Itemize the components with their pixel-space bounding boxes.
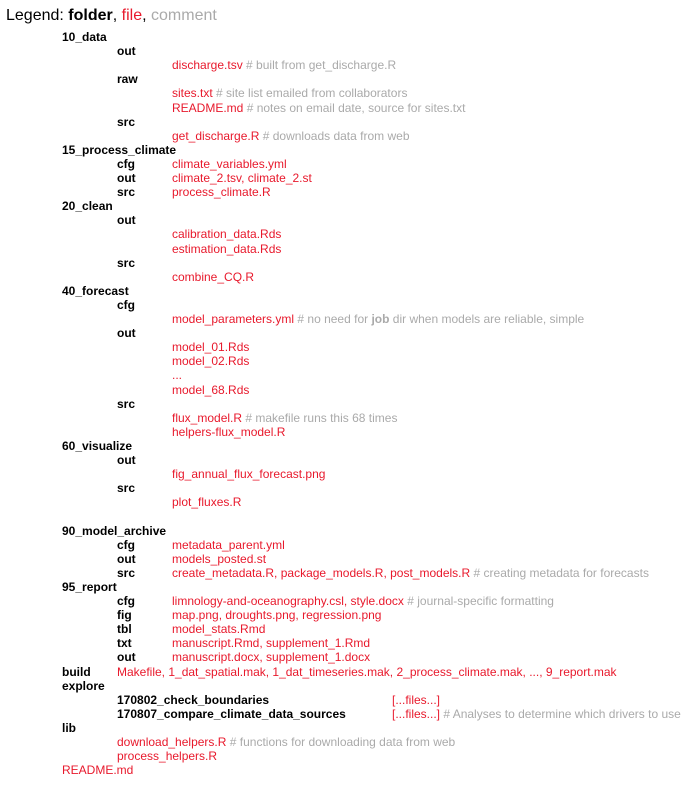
file-name: [...files...] (392, 707, 441, 721)
folder-row (117, 481, 135, 495)
file-name: [...files...] (392, 693, 441, 707)
file-name: plot_fluxes.R (172, 495, 242, 509)
file-row (172, 383, 249, 397)
folder-name: out (117, 44, 136, 58)
file-name: limnology-and-oceanography.csl, style.docx (172, 594, 404, 608)
file-name: discharge.tsv (172, 58, 243, 72)
folder-row (62, 284, 129, 298)
folder-name: src (117, 185, 136, 199)
folder-row (117, 157, 135, 171)
file-row (172, 227, 281, 241)
folder-name: tbl (117, 622, 132, 636)
folder-row (117, 693, 269, 707)
folder-row (117, 622, 132, 636)
folder-row (117, 185, 135, 199)
file-row (172, 354, 249, 368)
file-row (172, 312, 584, 326)
file-row (62, 763, 133, 777)
file-row (172, 157, 287, 171)
file-row (172, 340, 249, 354)
file-row (172, 86, 407, 100)
comment-text: # downloads data from web (262, 129, 410, 143)
file-name: README.md (172, 101, 244, 115)
folder-name: out (117, 326, 136, 340)
file-name: ... (172, 368, 183, 382)
comment-text: # makefile runs this 68 times (245, 411, 398, 425)
comment-text: # creating metadata for forecasts (473, 566, 649, 580)
file-name: helpers-flux_model.R (172, 425, 286, 439)
file-row (172, 552, 266, 566)
file-name: download_helpers.R (117, 735, 227, 749)
folder-row (117, 538, 135, 552)
file-name: calibration_data.Rds (172, 227, 282, 241)
folder-row (62, 580, 117, 594)
file-name: model_stats.Rmd (172, 622, 266, 636)
file-row (172, 185, 271, 199)
folder-name: src (117, 397, 136, 411)
file-row (172, 368, 182, 382)
folder-name: src (117, 566, 136, 580)
folder-row (117, 453, 136, 467)
folder-row (117, 397, 135, 411)
folder-row (117, 608, 132, 622)
folder-name: out (117, 453, 136, 467)
legend-label: Legend: (6, 7, 64, 24)
folder-name: out (117, 171, 136, 185)
folder-name: build (62, 665, 91, 679)
file-name: flux_model.R (172, 411, 243, 425)
file-row (172, 650, 370, 664)
comment-text: # built from get_discharge.R (246, 58, 397, 72)
legend (6, 6, 217, 26)
file-row (172, 608, 381, 622)
folder-name: src (117, 256, 136, 270)
file-name: combine_CQ.R (172, 270, 255, 284)
comment-part: # no need for (297, 312, 372, 326)
folder-name: txt (117, 636, 132, 650)
folder-name: explore (62, 679, 105, 693)
folder-row (62, 524, 166, 538)
folder-name: lib (62, 721, 76, 735)
file-row (172, 622, 265, 636)
legend-folder: folder (68, 7, 113, 24)
folder-name: 40_forecast (62, 284, 129, 298)
comment-bold-word: job (371, 312, 390, 326)
comment-text: # notes on email date, source for sites.txt (246, 101, 466, 115)
folder-name: 90_model_archive (62, 524, 167, 538)
file-name: get_discharge.R (172, 129, 260, 143)
file-name: metadata_parent.yml (172, 538, 285, 552)
folder-row (117, 256, 135, 270)
legend-separator: , (142, 7, 147, 24)
folder-name: raw (117, 72, 138, 86)
file-name: create_metadata.R, package_models.R, post_models.R (172, 566, 471, 580)
folder-row (117, 44, 136, 58)
file-row (172, 129, 410, 143)
folder-name: cfg (117, 157, 135, 171)
folder-name: 10_data (62, 30, 107, 44)
comment-text: # journal-specific formatting (407, 594, 554, 608)
folder-name: 95_report (62, 580, 117, 594)
folder-row (117, 650, 136, 664)
file-name: fig_annual_flux_forecast.png (172, 467, 326, 481)
file-name: manuscript.Rmd, supplement_1.Rmd (172, 636, 371, 650)
folder-row (62, 721, 76, 735)
folder-name: out (117, 552, 136, 566)
file-row (172, 636, 370, 650)
comment-text: # site list emailed from collaborators (216, 86, 408, 100)
folder-name: cfg (117, 538, 135, 552)
file-name: Makefile, 1_dat_spatial.mak, 1_dat_timeseries.mak, 2_process_climate.mak, ..., 9_report.mak (117, 665, 617, 679)
folder-row (117, 213, 136, 227)
folder-name: 15_process_climate (62, 143, 177, 157)
folder-name: 170802_check_boundaries (117, 693, 270, 707)
folder-row (117, 72, 138, 86)
folder-row (117, 326, 136, 340)
folder-row (117, 594, 135, 608)
file-row (172, 171, 312, 185)
file-row (392, 693, 440, 707)
folder-row (62, 30, 107, 44)
file-row (117, 665, 617, 679)
comment-part: dir when models are reliable, simple (389, 312, 585, 326)
file-name: model_02.Rds (172, 354, 250, 368)
file-name: model_parameters.yml (172, 312, 295, 326)
folder-name: fig (117, 608, 132, 622)
file-row (172, 495, 241, 509)
folder-name: 60_visualize (62, 439, 133, 453)
folder-name: out (117, 650, 136, 664)
folder-row (117, 566, 135, 580)
folder-row (117, 636, 132, 650)
comment-text (297, 312, 584, 326)
folder-row (62, 143, 176, 157)
file-name: climate_variables.yml (172, 157, 287, 171)
file-name: process_helpers.R (117, 749, 218, 763)
file-row (392, 707, 681, 721)
file-name: sites.txt (172, 86, 213, 100)
file-name: README.md (62, 763, 134, 777)
folder-row (62, 439, 132, 453)
folder-name: 170807_compare_climate_data_sources (117, 707, 346, 721)
folder-name: out (117, 213, 136, 227)
file-row (172, 566, 649, 580)
folder-name: src (117, 115, 136, 129)
file-row (172, 58, 396, 72)
file-row (172, 538, 285, 552)
folder-row (117, 298, 135, 312)
folder-name: 20_clean (62, 199, 113, 213)
folder-name: cfg (117, 594, 135, 608)
file-row (172, 270, 254, 284)
folder-row (117, 707, 346, 721)
comment-text: # functions for downloading data from web (229, 735, 456, 749)
file-name: model_01.Rds (172, 340, 250, 354)
comment-text: # Analyses to determine which drivers to use (443, 707, 681, 721)
file-row (172, 411, 397, 425)
folder-name: src (117, 481, 136, 495)
folder-row (62, 665, 91, 679)
file-row (172, 594, 554, 608)
file-name: climate_2.tsv, climate_2.st (172, 171, 312, 185)
folder-row (117, 552, 136, 566)
folder-row (117, 171, 136, 185)
file-name: estimation_data.Rds (172, 242, 282, 256)
folder-row (62, 199, 113, 213)
legend-comment: comment (151, 7, 217, 24)
folder-name: cfg (117, 298, 135, 312)
file-row (172, 242, 281, 256)
file-name: model_68.Rds (172, 383, 250, 397)
file-row (172, 425, 285, 439)
file-name: process_climate.R (172, 185, 271, 199)
file-row (117, 735, 455, 749)
file-name: manuscript.docx, supplement_1.docx (172, 650, 371, 664)
file-row (172, 101, 465, 115)
file-row (172, 467, 325, 481)
folder-row (62, 679, 105, 693)
file-name: map.png, droughts.png, regression.png (172, 608, 382, 622)
file-name: models_posted.st (172, 552, 267, 566)
legend-file: file (121, 7, 143, 24)
folder-row (117, 115, 135, 129)
file-row (117, 749, 217, 763)
legend-separator: , (112, 7, 118, 24)
